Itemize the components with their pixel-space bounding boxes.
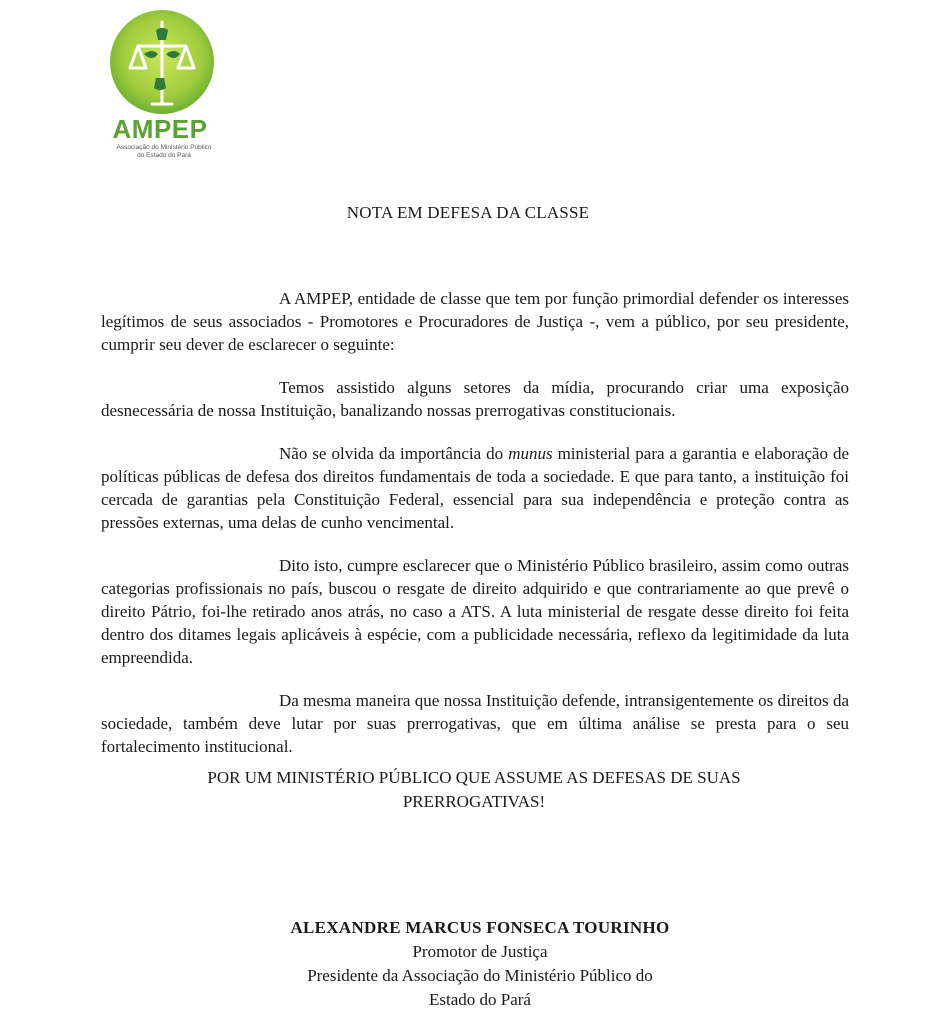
signatory-position-line2: Estado do Pará — [429, 990, 531, 1009]
ampep-emblem-icon — [100, 8, 220, 116]
closing-statement — [140, 766, 808, 814]
paragraph-1: A AMPEP, entidade de classe que tem por função primordial defender os interesses legítimos de seus associados - Promotores e Procuradores de Justiça -, vem a público, por seu presidente, cumprir seu dever de esclarecer o seguinte: — [101, 289, 849, 354]
paragraph-2: Temos assistido alguns setores da mídia, procurando criar uma exposição desnecessária de nossa Instituição, banalizando nossas prerrogativas constitucionais. — [101, 378, 849, 420]
paragraph-3-italic-term: munus — [508, 444, 553, 463]
closing-line-1: POR UM MINISTÉRIO PÚBLICO QUE ASSUME AS DEFESAS DE SUAS — [207, 768, 741, 787]
signatory-name: ALEXANDRE MARCUS FONSECA TOURINHO — [290, 918, 670, 937]
paragraph-4: Dito isto, cumpre esclarecer que o Ministério Público brasileiro, assim como outras categorias profissionais no país, buscou o resgate de direito adquirido e que contrariamente ao que prevê o direito Pátrio, foi-lhe retirado anos atrás, no caso a ATS. A luta ministerial de resgate desse direito foi feita dentro dos ditames legais aplicáveis à espécie, com a publicidade necessária, reflexo da legitimidade da luta empreendida. — [101, 556, 849, 667]
signature-block — [200, 916, 760, 1012]
paragraph-3 — [101, 442, 849, 534]
paragraph-3-start: Não se olvida da importância do — [279, 444, 509, 463]
document-title: NOTA EM DEFESA DA CLASSE — [346, 203, 590, 222]
logo-subtitle-line2: do Estado do Pará — [137, 152, 191, 159]
logo-wordmark: AMPEP — [112, 114, 208, 144]
ampep-logo — [100, 8, 230, 168]
signatory-role: Promotor de Justiça — [412, 942, 548, 961]
signatory-position-line1: Presidente da Associação do Ministério Público do — [307, 966, 653, 985]
paragraph-3-end: ministerial para a garantia e elaboração de políticas públicas de defesa dos direitos fundamentais de toda a sociedade. E que para tanto, a instituição foi cercada de garantias pela Constituição Federal, essencial para sua independência e proteção contra as pressões externas, uma delas de cunho vencimental. — [101, 444, 850, 532]
logo-subtitle-line1: Associação do Ministério Público — [116, 144, 212, 151]
logo-subtitle — [108, 144, 220, 160]
document-body — [101, 287, 849, 758]
closing-line-2: PRERROGATIVAS! — [402, 792, 546, 811]
paragraph-5: Da mesma maneira que nossa Instituição defende, intransigentemente os direitos da sociedade, também deve lutar por suas prerrogativas, que em última análise se presta para o seu fortalecimento institucional. — [101, 691, 849, 756]
